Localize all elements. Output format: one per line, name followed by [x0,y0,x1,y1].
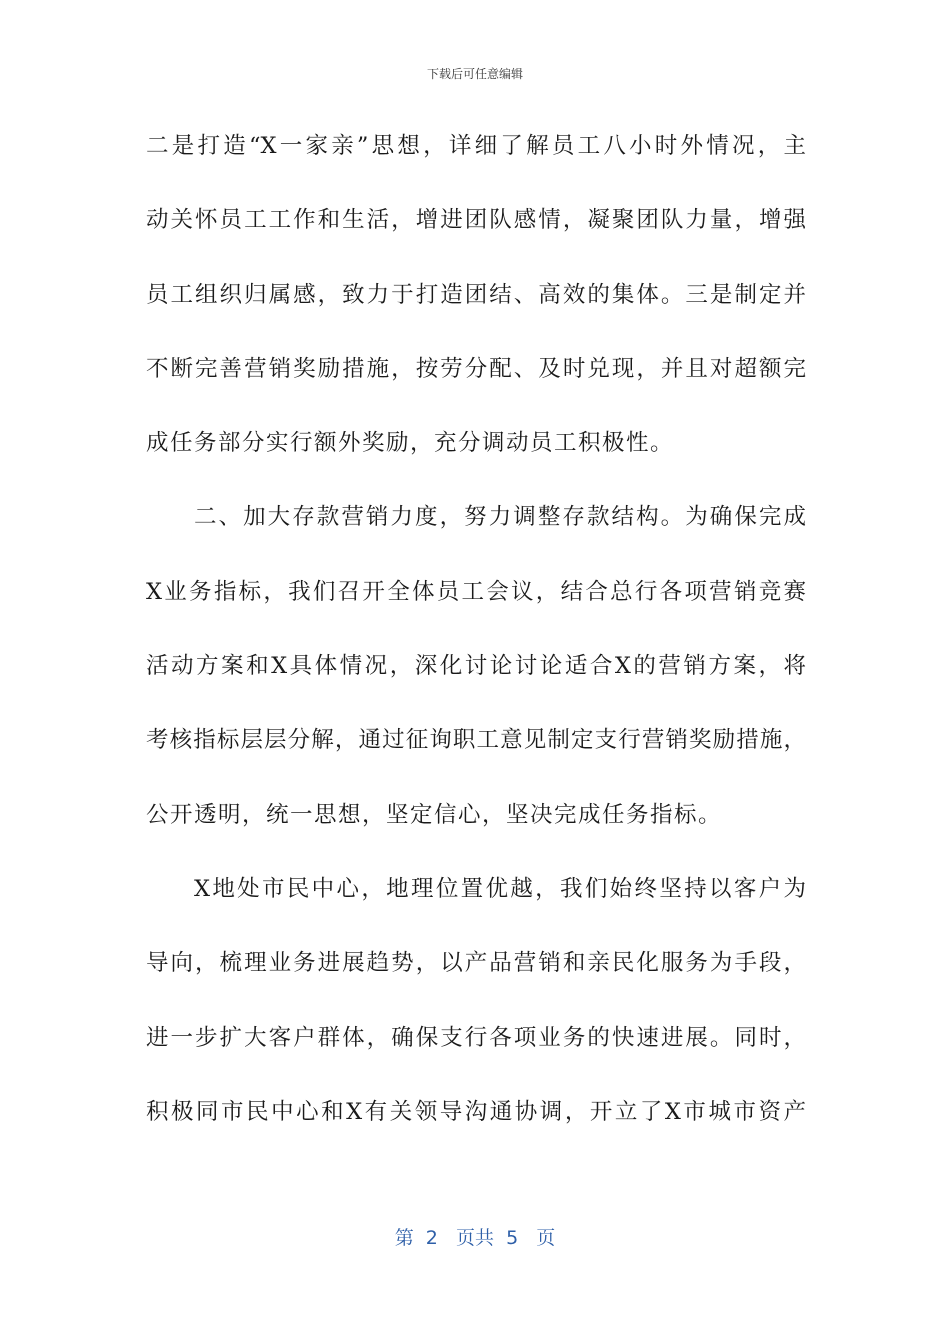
paragraph-line: 员工组织归属感，致力于打造团结、高效的集体。三是制定并 [146,281,806,308]
paragraph-line: 不断完善营销奖励措施，按劳分配、及时兑现，并且对超额完 [146,355,806,382]
page-header: 下载后可任意编辑 [426,67,523,81]
paragraph-line: X地处市民中心，地理位置优越，我们始终坚持以客户为 [194,875,806,902]
paragraph-line: 导向，梳理业务进展趋势，以产品营销和亲民化服务为手段， [146,950,806,977]
paragraph-line: 进一步扩大客户群体，确保支行各项业务的快速进展。同时， [146,1024,806,1051]
paragraph-line: 公开透明，统一思想，坚定信心，坚决完成任务指标。 [146,801,723,828]
paragraph-line: 动关怀员工工作和生活，增进团队感情，凝聚团队力量，增强 [146,207,806,234]
paragraph-line: 成任务部分实行额外奖励，充分调动员工积极性。 [146,430,675,457]
page-number-footer: 第 2 页共 5 页 [394,1227,556,1249]
paragraph-line: 二、加大存款营销力度，努力调整存款结构。为确保完成 [194,504,806,531]
paragraph-line: 积极同市民中心和X有关领导沟通协调，开立了X市城市资产 [146,1098,806,1125]
document-body [146,122,806,1162]
paragraph-line: X业务指标，我们召开全体员工会议，结合总行各项营销竞赛 [146,578,806,605]
paragraph-line: 考核指标层层分解，通过征询职工意见制定支行营销奖励措施， [146,727,806,754]
paragraph-line: 二是打造“X一家亲”思想，详细了解员工八小时外情况，主 [146,133,806,159]
paragraph-line: 活动方案和X具体情况，深化讨论讨论适合X的营销方案，将 [146,653,806,680]
